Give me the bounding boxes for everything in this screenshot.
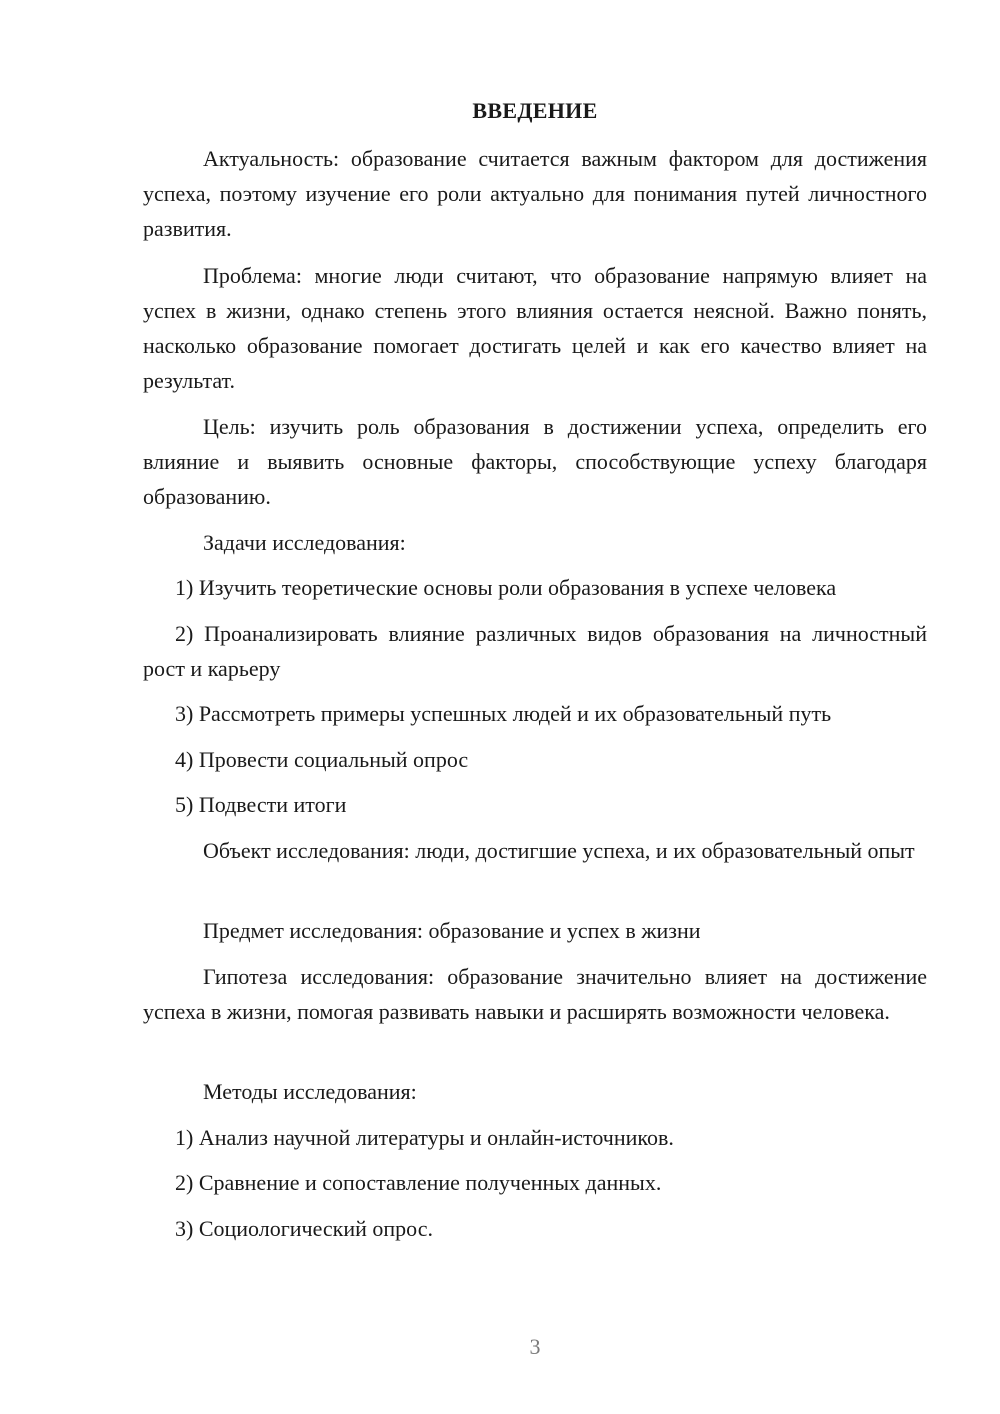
page-number: 3 <box>529 1334 541 1359</box>
task-item: 1) Изучить теоретические основы роли образования в успехе человека <box>175 575 837 600</box>
object-paragraph: Объект исследования: люди, достигшие успеха, и их образовательный опыт <box>203 838 915 863</box>
relevance-paragraph: Актуальность: образование считается важным фактором для достижения успеха, поэтому изучение его роли актуально для понимания путей личностного развития. <box>143 146 927 241</box>
section-heading: ВВЕДЕНИЕ <box>472 98 598 123</box>
hypothesis-paragraph: Гипотеза исследования: образование значительно влияет на достижение успеха в жизни, помогая развивать навыки и расширять возможности человека. <box>143 964 927 1024</box>
method-item: 3) Социологический опрос. <box>175 1216 433 1241</box>
problem-paragraph: Проблема: многие люди считают, что образование напрямую влияет на успех в жизни, однако степень этого влияния остается неясной. Важно понять, насколько образование помогает достигать целей и как его качество влияет на результат. <box>143 263 927 393</box>
goal-paragraph: Цель: изучить роль образования в достижении успеха, определить его влияние и выявить основные факторы, способствующие успеху благодаря образованию. <box>143 414 927 509</box>
task-item: 5) Подвести итоги <box>175 792 347 817</box>
task-item: 4) Провести социальный опрос <box>175 747 469 772</box>
method-item: 1) Анализ научной литературы и онлайн-источников. <box>175 1125 674 1150</box>
subject-paragraph: Предмет исследования: образование и успех в жизни <box>203 918 701 943</box>
methods-title: Методы исследования: <box>203 1079 417 1104</box>
tasks-title: Задачи исследования: <box>203 530 406 555</box>
task-item: 3) Рассмотреть примеры успешных людей и их образовательный путь <box>175 701 832 726</box>
method-item: 2) Сравнение и сопоставление полученных данных. <box>175 1170 662 1195</box>
task-item: 2) Проанализировать влияние различных видов образования на личностный рост и карьеру <box>143 621 927 681</box>
